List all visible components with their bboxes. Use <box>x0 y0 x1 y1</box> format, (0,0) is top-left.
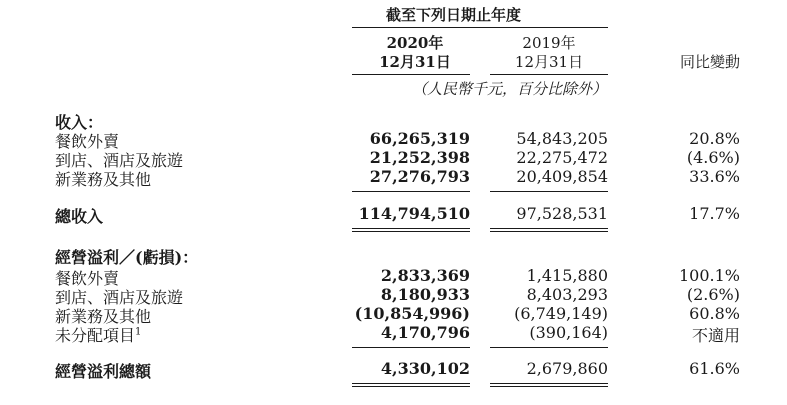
unit-note: （人民幣千元，百分比除外） <box>412 80 608 98</box>
value-change: (4.6%) <box>686 148 740 167</box>
value-2019: 20,409,854 <box>516 167 608 186</box>
row-label: 新業務及其他 <box>55 170 152 189</box>
revenue-subtotal-rule-2019 <box>490 191 608 192</box>
value-change: 33.6% <box>689 167 740 186</box>
value-change: 17.7% <box>689 204 740 223</box>
revenue-total-double-rule-2019 <box>490 228 608 232</box>
revenue-subtotal-rule-2020 <box>352 191 470 192</box>
value-2019: 22,275,472 <box>516 148 608 167</box>
row-label: 新業務及其他 <box>55 307 152 326</box>
col-2019-rule <box>490 74 608 75</box>
value-2020: 4,330,102 <box>380 359 470 378</box>
value-2019: 97,528,531 <box>516 204 608 223</box>
operating-total-double-rule-2020 <box>352 383 470 387</box>
row-label: 經營溢利總額 <box>55 362 152 381</box>
col-2020-year: 2020年 <box>386 34 444 52</box>
revenue-total-double-rule-2020 <box>352 228 470 232</box>
value-2019: (6,749,149) <box>514 304 608 323</box>
operating-subtotal-rule-2019 <box>490 347 608 348</box>
value-change: 100.1% <box>678 266 740 285</box>
value-change: 61.6% <box>689 359 740 378</box>
value-2019: 2,679,860 <box>526 359 608 378</box>
value-2020: 8,180,933 <box>380 285 470 304</box>
revenue-section-title: 收入： <box>55 113 104 132</box>
value-2020: 66,265,319 <box>369 129 470 148</box>
col-2019-date: 12月31日 <box>514 53 584 71</box>
col-2020-date: 12月31日 <box>379 53 451 71</box>
value-change: (2.6%) <box>686 285 740 304</box>
col-2019-year: 2019年 <box>522 34 576 52</box>
col-change: 同比變動 <box>679 53 740 71</box>
value-2019: 1,415,880 <box>526 266 608 285</box>
row-label: 餐飲外賣 <box>55 269 120 288</box>
value-2020: 4,170,796 <box>380 323 470 342</box>
value-change: 60.8% <box>689 304 740 323</box>
operating-section-title: 經營溢利／(虧損)： <box>55 248 199 267</box>
period-title: 截至下列日期止年度 <box>386 6 522 24</box>
value-change: 20.8% <box>689 129 740 148</box>
value-2019: 8,403,293 <box>526 285 608 304</box>
row-label: 到店、酒店及旅遊 <box>55 151 184 170</box>
value-2020: 114,794,510 <box>358 204 470 223</box>
footnote-marker: 1 <box>135 326 142 338</box>
value-2020: 27,276,793 <box>369 167 470 186</box>
period-title-rule <box>352 27 608 28</box>
value-2019: (390,164) <box>529 323 608 342</box>
row-label: 餐飲外賣 <box>55 132 120 151</box>
row-label: 到店、酒店及旅遊 <box>55 288 184 307</box>
operating-subtotal-rule-2020 <box>352 347 470 348</box>
value-2020: 21,252,398 <box>369 148 470 167</box>
operating-total-double-rule-2019 <box>490 383 608 387</box>
col-2020-rule <box>352 74 470 75</box>
row-label-text: 未分配項目 <box>55 326 136 345</box>
value-2020: 2,833,369 <box>380 266 470 285</box>
row-label: 總收入 <box>55 207 104 226</box>
row-label <box>55 323 141 346</box>
value-2020: (10,854,996) <box>354 304 470 323</box>
value-2019: 54,843,205 <box>516 129 608 148</box>
value-change: 不適用 <box>691 326 740 345</box>
